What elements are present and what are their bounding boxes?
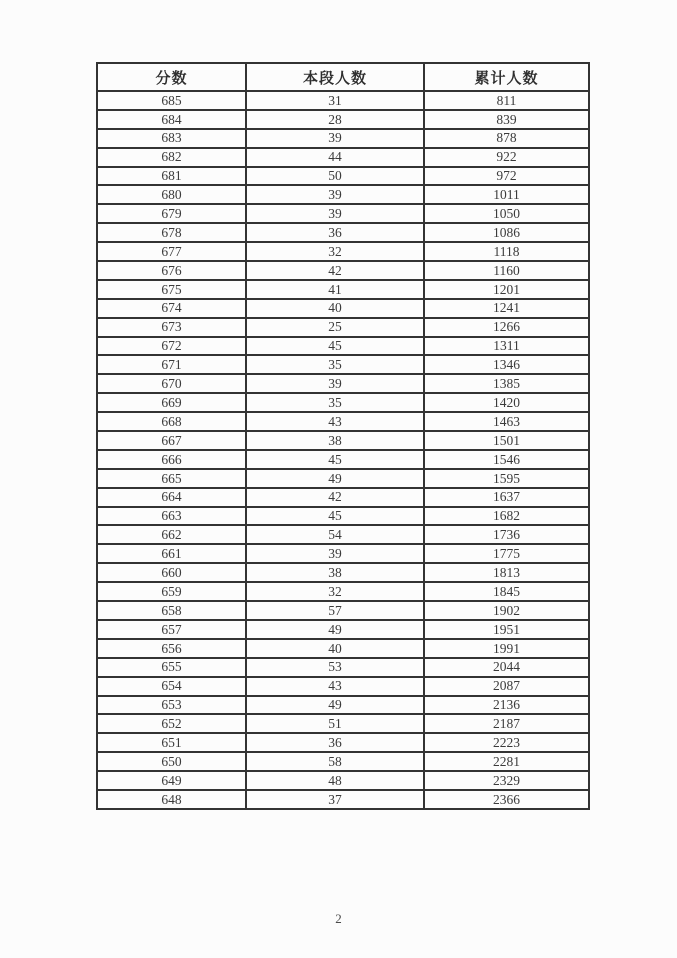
table-row — [97, 393, 589, 412]
table-row — [97, 110, 589, 129]
table-cell: 665 — [97, 469, 246, 488]
table-cell: 49 — [246, 620, 424, 639]
table-row — [97, 148, 589, 167]
table-row — [97, 355, 589, 374]
table-cell: 1266 — [424, 318, 589, 337]
table-cell: 31 — [246, 91, 424, 110]
table-cell: 39 — [246, 129, 424, 148]
table-cell: 45 — [246, 337, 424, 356]
table-cell: 53 — [246, 658, 424, 677]
table-cell: 648 — [97, 790, 246, 809]
table-cell: 683 — [97, 129, 246, 148]
table-cell: 39 — [246, 544, 424, 563]
table-cell: 35 — [246, 355, 424, 374]
table-cell: 651 — [97, 733, 246, 752]
page-number: 2 — [335, 911, 342, 926]
table-cell: 657 — [97, 620, 246, 639]
table-cell: 669 — [97, 393, 246, 412]
table-row — [97, 261, 589, 280]
table-cell: 1595 — [424, 469, 589, 488]
table-cell: 1385 — [424, 374, 589, 393]
table-cell: 48 — [246, 771, 424, 790]
table-cell: 32 — [246, 242, 424, 261]
table-row — [97, 733, 589, 752]
table-row — [97, 563, 589, 582]
table-cell: 40 — [246, 639, 424, 658]
column-header-segment-count: 本段人数 — [246, 63, 424, 91]
table-row — [97, 91, 589, 110]
table-cell: 51 — [246, 714, 424, 733]
table-row — [97, 318, 589, 337]
table-cell: 664 — [97, 488, 246, 507]
table-cell: 42 — [246, 261, 424, 280]
table-cell: 684 — [97, 110, 246, 129]
table-cell: 1241 — [424, 299, 589, 318]
score-distribution-table — [96, 62, 590, 810]
table-row — [97, 771, 589, 790]
table-cell: 653 — [97, 696, 246, 715]
table-cell: 1546 — [424, 450, 589, 469]
table-cell: 649 — [97, 771, 246, 790]
table-row — [97, 658, 589, 677]
table-cell: 675 — [97, 280, 246, 299]
table-cell: 43 — [246, 677, 424, 696]
table-cell: 1682 — [424, 507, 589, 526]
table-cell: 1463 — [424, 412, 589, 431]
table-cell: 36 — [246, 223, 424, 242]
table-cell: 668 — [97, 412, 246, 431]
table-cell: 1346 — [424, 355, 589, 374]
table-cell: 663 — [97, 507, 246, 526]
table-cell: 1050 — [424, 204, 589, 223]
table-cell: 32 — [246, 582, 424, 601]
table-cell: 662 — [97, 525, 246, 544]
table-row — [97, 185, 589, 204]
table-cell: 49 — [246, 696, 424, 715]
table-cell: 54 — [246, 525, 424, 544]
table-cell: 45 — [246, 450, 424, 469]
table-cell: 38 — [246, 563, 424, 582]
table-cell: 656 — [97, 639, 246, 658]
table-row — [97, 601, 589, 620]
table-cell: 1813 — [424, 563, 589, 582]
table-cell: 660 — [97, 563, 246, 582]
table-cell: 2281 — [424, 752, 589, 771]
table-cell: 41 — [246, 280, 424, 299]
table-row — [97, 525, 589, 544]
table-row — [97, 714, 589, 733]
table-cell: 670 — [97, 374, 246, 393]
table-cell: 661 — [97, 544, 246, 563]
table-cell: 1011 — [424, 185, 589, 204]
table-cell: 680 — [97, 185, 246, 204]
table-cell: 39 — [246, 185, 424, 204]
table-cell: 667 — [97, 431, 246, 450]
table-row — [97, 280, 589, 299]
table-cell: 655 — [97, 658, 246, 677]
table-cell: 682 — [97, 148, 246, 167]
table-row — [97, 488, 589, 507]
table-cell: 36 — [246, 733, 424, 752]
table-row — [97, 469, 589, 488]
table-cell: 25 — [246, 318, 424, 337]
table-cell: 666 — [97, 450, 246, 469]
table-header — [97, 63, 589, 91]
table-cell: 1637 — [424, 488, 589, 507]
table-cell: 57 — [246, 601, 424, 620]
table-row — [97, 129, 589, 148]
table-cell: 878 — [424, 129, 589, 148]
table-row — [97, 507, 589, 526]
table-cell: 37 — [246, 790, 424, 809]
table-cell: 672 — [97, 337, 246, 356]
table-cell: 2187 — [424, 714, 589, 733]
table-cell: 2223 — [424, 733, 589, 752]
column-header-score: 分数 — [97, 63, 246, 91]
table-cell: 681 — [97, 167, 246, 186]
table-cell: 674 — [97, 299, 246, 318]
table-cell: 45 — [246, 507, 424, 526]
table-cell: 38 — [246, 431, 424, 450]
table-row — [97, 790, 589, 809]
table-row — [97, 620, 589, 639]
table-cell: 1991 — [424, 639, 589, 658]
table-cell: 811 — [424, 91, 589, 110]
table-cell: 1845 — [424, 582, 589, 601]
header-row — [97, 63, 589, 91]
table-cell: 42 — [246, 488, 424, 507]
table-row — [97, 639, 589, 658]
table-cell: 673 — [97, 318, 246, 337]
table-row — [97, 412, 589, 431]
table-cell: 671 — [97, 355, 246, 374]
table-row — [97, 299, 589, 318]
table-cell: 49 — [246, 469, 424, 488]
table-body — [97, 91, 589, 809]
table-cell: 922 — [424, 148, 589, 167]
table-cell: 40 — [246, 299, 424, 318]
table-row — [97, 167, 589, 186]
table-cell: 58 — [246, 752, 424, 771]
table-cell: 650 — [97, 752, 246, 771]
table-cell: 2136 — [424, 696, 589, 715]
table-cell: 39 — [246, 204, 424, 223]
table-cell: 2087 — [424, 677, 589, 696]
table-cell: 839 — [424, 110, 589, 129]
table-cell: 28 — [246, 110, 424, 129]
table-cell: 679 — [97, 204, 246, 223]
table-cell: 1201 — [424, 280, 589, 299]
table-row — [97, 204, 589, 223]
table-cell: 2044 — [424, 658, 589, 677]
column-header-cumulative-count: 累计人数 — [424, 63, 589, 91]
table-cell: 972 — [424, 167, 589, 186]
table-row — [97, 696, 589, 715]
table-cell: 2329 — [424, 771, 589, 790]
table-cell: 678 — [97, 223, 246, 242]
table-row — [97, 242, 589, 261]
table-cell: 35 — [246, 393, 424, 412]
table-cell: 1118 — [424, 242, 589, 261]
table-cell: 654 — [97, 677, 246, 696]
table-row — [97, 582, 589, 601]
table-cell: 1736 — [424, 525, 589, 544]
table-row — [97, 337, 589, 356]
table-cell: 1775 — [424, 544, 589, 563]
table-row — [97, 431, 589, 450]
table-cell: 50 — [246, 167, 424, 186]
table-cell: 1902 — [424, 601, 589, 620]
table-cell: 677 — [97, 242, 246, 261]
table-row — [97, 544, 589, 563]
table-cell: 1160 — [424, 261, 589, 280]
table-row — [97, 374, 589, 393]
table-cell: 652 — [97, 714, 246, 733]
table-cell: 676 — [97, 261, 246, 280]
table-row — [97, 752, 589, 771]
table-cell: 44 — [246, 148, 424, 167]
table-cell: 659 — [97, 582, 246, 601]
table-row — [97, 450, 589, 469]
table-cell: 39 — [246, 374, 424, 393]
table-cell: 2366 — [424, 790, 589, 809]
table-cell: 658 — [97, 601, 246, 620]
table-row — [97, 677, 589, 696]
table-cell: 43 — [246, 412, 424, 431]
table-cell: 1311 — [424, 337, 589, 356]
table-cell: 1501 — [424, 431, 589, 450]
table-row — [97, 223, 589, 242]
table-cell: 685 — [97, 91, 246, 110]
table-cell: 1086 — [424, 223, 589, 242]
table-cell: 1951 — [424, 620, 589, 639]
table-cell: 1420 — [424, 393, 589, 412]
